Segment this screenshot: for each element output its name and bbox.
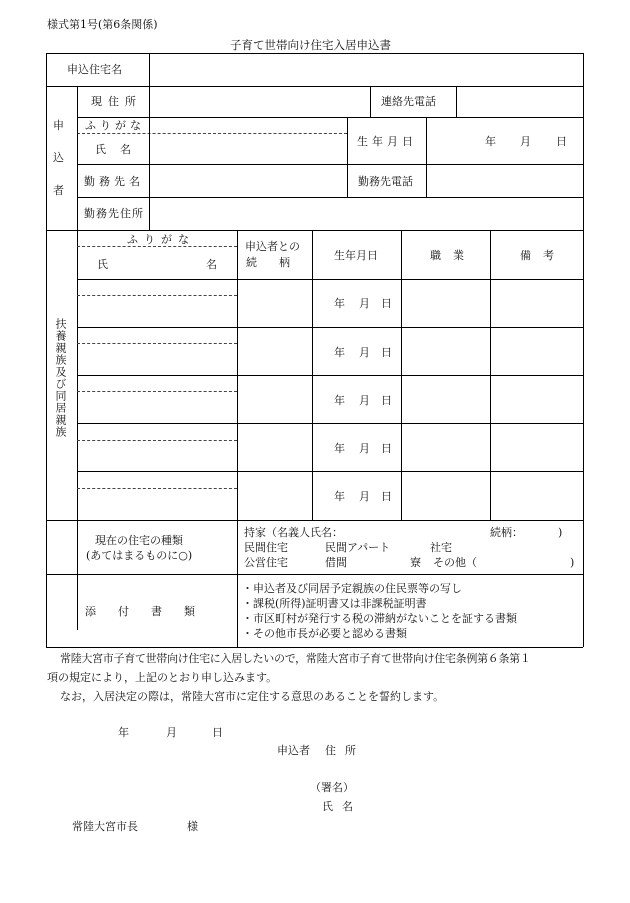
work-address-label: 勤務先住所 [84, 207, 144, 220]
housing-name-field[interactable] [150, 54, 582, 85]
row-month-unit: 月 [359, 346, 370, 359]
row-day-unit: 日 [381, 442, 392, 455]
row-year-unit: 年 [334, 394, 345, 407]
work-address-field[interactable] [150, 198, 582, 229]
attachments-label: 添付書類 [85, 605, 217, 618]
attachment-item: ・申込者及び同居予定親族の住民票等の写し [242, 582, 462, 595]
workplace-label: 勤務先名 [84, 175, 144, 188]
housing-option-private-house[interactable]: 民間住宅 [244, 541, 288, 554]
housing-name-label: 申込住宅名 [67, 63, 122, 76]
attachment-item: ・市区町村が発行する税の滞納がないことを証する書類 [242, 612, 517, 625]
address-label: 現住所 [91, 95, 142, 108]
seal-label: （署名） [310, 781, 354, 794]
family-name-field[interactable] [78, 297, 236, 326]
housing-option-rented-room[interactable]: 借間 [325, 556, 347, 569]
furigana-label: ふりがな [85, 119, 145, 132]
family-furigana-field[interactable] [78, 280, 236, 294]
col-name-right: 名 [206, 258, 217, 271]
sign-day-unit: 日 [212, 726, 223, 739]
work-phone-label: 勤務先電話 [358, 175, 413, 188]
sign-address-label: 住所 [325, 744, 365, 757]
col-furigana: ふりがな [127, 233, 195, 246]
applicant-section-char-3: 者 [53, 184, 64, 197]
row-month-unit: 月 [359, 297, 370, 310]
name-label: 氏名 [95, 143, 145, 156]
housing-option-public[interactable]: 公営住宅 [244, 556, 288, 569]
applicant-section-char-2: 込 [53, 151, 64, 164]
housing-type-hint: (あてはまるものに○) [86, 549, 193, 562]
housing-option-private-apartment[interactable]: 民間アパート [325, 541, 391, 554]
birth-month-unit: 月 [520, 135, 531, 148]
family-name-field[interactable] [78, 490, 236, 519]
family-furigana-field[interactable] [78, 328, 236, 342]
row-year-unit: 年 [334, 297, 345, 310]
family-name-field[interactable] [78, 345, 236, 374]
col-birthdate: 生年月日 [334, 249, 378, 262]
applicant-section-char-1: 申 [53, 119, 64, 132]
owner-close-paren: ) [558, 526, 563, 539]
row-day-unit: 日 [381, 394, 392, 407]
furigana-field[interactable] [150, 118, 346, 132]
row-year-unit: 年 [334, 346, 345, 359]
row-day-unit: 日 [381, 346, 392, 359]
col-relation-line2: 続 柄 [246, 256, 290, 269]
sign-name-label: 氏名 [322, 800, 362, 813]
phone-field[interactable] [457, 87, 582, 116]
name-field[interactable] [150, 135, 346, 163]
declaration-line-1: 常陸大宮市子育て世帯向け住宅に入居したいので，常陸大宮市子育て世帯向け住宅条例第６条第１ [60, 652, 531, 665]
col-remarks: 備考 [520, 249, 566, 262]
applicant-sign-label: 申込者 [277, 744, 310, 757]
row-day-unit: 日 [381, 490, 392, 503]
declaration-line-2: 項の規定により，上記のとおり申し込みます。 [47, 671, 278, 684]
family-furigana-field[interactable] [78, 376, 236, 390]
attachment-item: ・課税(所得)証明書又は非課税証明書 [242, 597, 427, 610]
phone-label: 連絡先電話 [381, 95, 436, 108]
address-field[interactable] [150, 87, 369, 116]
family-furigana-field[interactable] [78, 424, 236, 439]
birth-day-unit: 日 [556, 135, 567, 148]
housing-option-dormitory[interactable]: 寮 [410, 556, 421, 569]
birthdate-label: 生年月日 [357, 135, 417, 148]
form-number: 様式第1号(第6条関係) [47, 18, 158, 31]
other-close-paren: ) [570, 556, 575, 569]
addressee: 常陸大宮市長 [72, 820, 138, 833]
row-year-unit: 年 [334, 442, 345, 455]
housing-option-other[interactable]: その他（ [433, 556, 477, 569]
form-title: 子育て世帯向け住宅入居申込書 [230, 38, 391, 52]
declaration-line-3: なお，入居決定の際は，常陸大宮市に定住する意思のあることを誓約します。 [60, 690, 445, 703]
row-month-unit: 月 [359, 490, 370, 503]
workplace-field[interactable] [150, 165, 346, 196]
row-year-unit: 年 [334, 490, 345, 503]
attachment-item: ・その他市長が必要と認める書類 [242, 627, 407, 640]
col-occupation: 職業 [430, 249, 476, 262]
housing-type-label: 現在の住宅の種類 [95, 534, 183, 547]
owner-relation-label: 続柄： [490, 526, 523, 539]
housing-option-owned[interactable]: 持家（名義人氏名： [244, 526, 343, 539]
work-phone-field[interactable] [427, 165, 582, 196]
row-day-unit: 日 [381, 297, 392, 310]
sign-year-unit: 年 [118, 726, 129, 739]
family-section-label: 扶養親族及び同居親族 [54, 318, 67, 438]
family-name-field[interactable] [78, 393, 236, 422]
row-month-unit: 月 [359, 394, 370, 407]
row-month-unit: 月 [359, 442, 370, 455]
col-name-left: 氏 [97, 258, 108, 271]
housing-option-company-house[interactable]: 社宅 [430, 541, 452, 554]
sign-month-unit: 月 [166, 726, 177, 739]
family-name-field[interactable] [78, 442, 236, 470]
family-furigana-field[interactable] [78, 472, 236, 487]
birth-year-unit: 年 [485, 135, 496, 148]
addressee-honorific: 様 [187, 820, 198, 833]
col-relation-line1: 申込者との [245, 240, 300, 253]
